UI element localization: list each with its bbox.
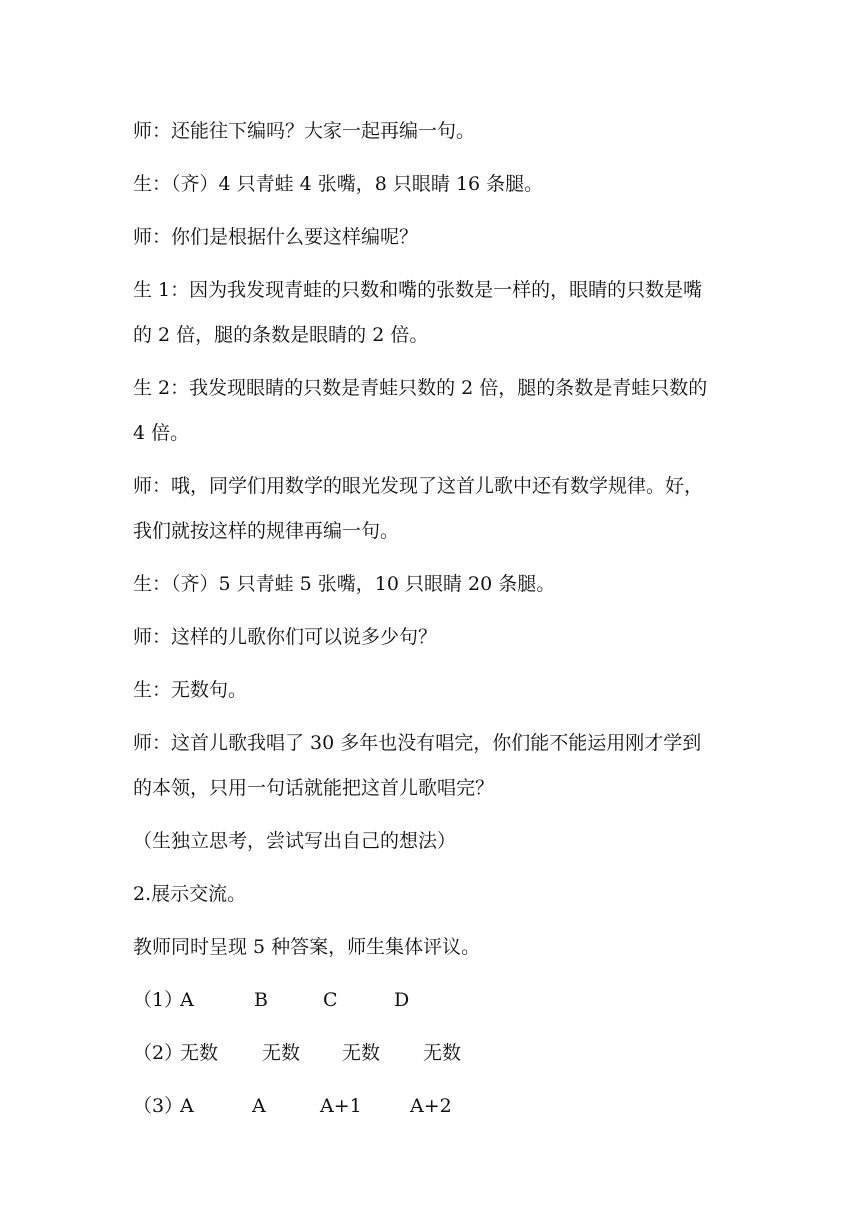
paragraph-line: 生：（齐）5 只青蛙 5 张嘴，10 只眼睛 20 条腿。	[133, 573, 556, 595]
answer-cell: A+2	[410, 1095, 452, 1117]
paragraph	[133, 872, 733, 917]
answer-cell: A+1	[320, 1095, 362, 1117]
paragraph	[133, 215, 733, 260]
answer-cell: 无数	[262, 1042, 301, 1064]
answer-cell: B	[254, 989, 268, 1011]
answer-cell: 无数	[423, 1042, 462, 1064]
document-body	[133, 109, 733, 1129]
answer-row	[133, 978, 733, 1023]
paragraph-line: 师：这首儿歌我唱了 30 多年也没有唱完，你们能不能运用刚才学到	[133, 732, 702, 754]
paragraph-line: 师：这样的儿歌你们可以说多少句？	[133, 626, 438, 648]
paragraph-line: 生：无数句。	[133, 679, 248, 701]
paragraph-line: 4 倍。	[133, 422, 190, 444]
paragraph	[133, 268, 733, 358]
paragraph	[133, 562, 733, 607]
paragraph-line: 我们就按这样的规律再编一句。	[133, 520, 400, 542]
paragraph-line: 的 2 倍，腿的条数是眼睛的 2 倍。	[133, 324, 429, 346]
answer-label: （2）	[133, 1042, 184, 1064]
answer-row	[133, 1031, 733, 1076]
paragraph-line: 生 2：我发现眼睛的只数是青蛙只数的 2 倍，腿的条数是青蛙只数的	[133, 377, 708, 399]
paragraph-line: 师：哦，同学们用数学的眼光发现了这首儿歌中还有数学规律。好，	[133, 475, 704, 497]
answer-cell: A	[180, 1095, 194, 1117]
paragraph-line: 2.展示交流。	[133, 883, 247, 905]
paragraph	[133, 668, 733, 713]
answer-cell: C	[323, 989, 338, 1011]
paragraph	[133, 464, 733, 554]
paragraph-line: 生 1：因为我发现青蛙的只数和嘴的张数是一样的，眼睛的只数是嘴	[133, 279, 703, 301]
paragraph-line: 生：（齐）4 只青蛙 4 张嘴，8 只眼睛 16 条腿。	[133, 173, 544, 195]
paragraph-line: （生独立思考，尝试写出自己的想法）	[133, 830, 457, 852]
paragraph-line: 师：你们是根据什么要这样编呢？	[133, 226, 419, 248]
paragraph	[133, 162, 733, 207]
paragraph-line: 教师同时呈现 5 种答案，师生集体评议。	[133, 936, 481, 958]
paragraph	[133, 819, 733, 864]
paragraph	[133, 925, 733, 970]
answer-cell: A	[180, 989, 194, 1011]
paragraph-line: 的本领，只用一句话就能把这首儿歌唱完？	[133, 777, 495, 799]
paragraph-line: 师：还能往下编吗？大家一起再编一句。	[133, 120, 476, 142]
answer-cell: D	[394, 989, 410, 1011]
answer-row	[133, 1084, 733, 1129]
answer-cell: A	[252, 1095, 266, 1117]
answer-cell: 无数	[180, 1042, 219, 1064]
paragraph	[133, 109, 733, 154]
answer-label: （1）	[133, 989, 184, 1011]
answer-cell: 无数	[342, 1042, 381, 1064]
paragraph	[133, 366, 733, 456]
paragraph	[133, 721, 733, 811]
answer-label: （3）	[133, 1095, 184, 1117]
paragraph	[133, 615, 733, 660]
